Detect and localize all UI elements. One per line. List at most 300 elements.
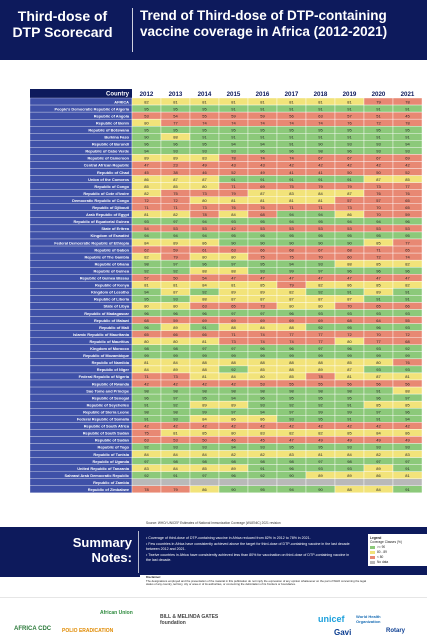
coverage-value: 93 xyxy=(376,444,381,450)
coverage-value: 66 xyxy=(173,331,178,337)
coverage-value: 95 xyxy=(289,395,294,401)
coverage-value: 92 xyxy=(405,346,410,351)
summary-title-line1: Summary xyxy=(72,535,132,550)
coverage-value: 79 xyxy=(347,183,352,189)
coverage-value: 74 xyxy=(202,120,207,126)
coverage-value: 99 xyxy=(289,268,294,274)
coverage-value: 56 xyxy=(347,381,352,387)
coverage-value: 42 xyxy=(231,423,236,429)
coverage-value: 91 xyxy=(289,106,294,112)
country-name: Republic of Zimbabwe xyxy=(87,487,129,492)
coverage-value: 96 xyxy=(376,395,381,401)
coverage-value: 83 xyxy=(144,465,149,471)
coverage-value: 76 xyxy=(260,205,265,210)
rotary-logo: Rotary xyxy=(386,628,406,634)
coverage-value: 88 xyxy=(289,367,294,373)
country-name: Kingdom of Eswatini xyxy=(90,233,129,239)
coverage-value: 84 xyxy=(144,240,149,246)
legend-subtitle: Coverage Classes (%) xyxy=(370,540,402,544)
coverage-value: 80 xyxy=(231,430,236,436)
coverage-value: 99 xyxy=(260,353,265,359)
country-name: Republic of Rwanda xyxy=(91,381,129,387)
coverage-value: 82 xyxy=(144,99,149,105)
coverage-value: 98 xyxy=(202,388,207,394)
coverage-value: 95 xyxy=(144,106,149,112)
coverage-value: 53 xyxy=(376,226,381,232)
coverage-value: 96 xyxy=(289,310,294,316)
coverage-value: 93 xyxy=(376,367,381,373)
coverage-value: 91 xyxy=(202,134,207,140)
coverage-value: 81 xyxy=(347,374,352,380)
coverage-value: 42 xyxy=(318,423,323,429)
year-header: 2017 xyxy=(284,91,299,98)
coverage-value: 84 xyxy=(202,282,207,288)
coverage-value: 81 xyxy=(231,282,236,288)
country-name: Republic of Kenya xyxy=(95,282,129,288)
coverage-value: 95 xyxy=(318,219,323,225)
coverage-value: 79 xyxy=(173,487,178,492)
legend-title: Legend xyxy=(370,536,382,540)
coverage-value: 81 xyxy=(202,374,207,380)
coverage-value: 91 xyxy=(347,176,352,182)
coverage-value: 90 xyxy=(144,134,149,140)
country-name: Sahrawi Arab Democratic Republic xyxy=(64,472,129,478)
coverage-value: 94 xyxy=(260,409,265,415)
coverage-value: 57 xyxy=(347,197,352,203)
coverage-value: 70 xyxy=(376,205,381,210)
coverage-value: 49 xyxy=(260,169,265,175)
chart-title-line2: vaccine coverage in Africa (2012-2021) xyxy=(140,24,388,39)
coverage-value: 42 xyxy=(405,423,410,429)
country-name: Republic of Niger xyxy=(96,367,129,373)
coverage-value: 55 xyxy=(318,381,323,387)
coverage-value: 85 xyxy=(347,360,352,366)
coverage-value: 49 xyxy=(202,162,207,168)
coverage-value: 96 xyxy=(405,268,410,274)
coverage-value: 93 xyxy=(318,310,323,316)
coverage-value: 99 xyxy=(144,353,149,359)
country-name: Sao Tome and Principe xyxy=(86,388,129,394)
coverage-value: 93 xyxy=(376,346,381,351)
coverage-value: 47 xyxy=(376,275,381,281)
coverage-value: 89 xyxy=(376,465,381,471)
coverage-value: 82 xyxy=(405,282,410,288)
coverage-value: 42 xyxy=(347,162,352,168)
coverage-value: 77 xyxy=(173,120,178,126)
coverage-value: 82 xyxy=(376,451,381,457)
coverage-value: 38 xyxy=(173,169,178,175)
coverage-value: 88 xyxy=(202,367,207,373)
country-name: Central African Republic xyxy=(83,162,129,168)
coverage-value: 93 xyxy=(405,444,410,450)
coverage-value: 85 xyxy=(376,402,381,408)
country-name: Republic of Mauritius xyxy=(89,338,129,344)
coverage-cell xyxy=(248,479,277,486)
coverage-value: 98 xyxy=(231,388,236,394)
coverage-value: 93 xyxy=(405,324,410,330)
country-name: Republic of Uganda xyxy=(92,458,129,464)
coverage-value: 76 xyxy=(347,120,352,126)
coverage-value: 42 xyxy=(144,423,149,429)
coverage-value: 91 xyxy=(376,416,381,422)
coverage-value: 87 xyxy=(318,296,323,302)
coverage-value: 56 xyxy=(376,381,381,387)
coverage-value: 98 xyxy=(260,388,265,394)
scorecard-title-line2: DTP Scorecard xyxy=(12,24,113,40)
coverage-value: 69 xyxy=(260,317,265,323)
coverage-value: 73 xyxy=(202,205,207,210)
coverage-value: 81 xyxy=(202,338,207,344)
coverage-value: 91 xyxy=(347,134,352,140)
coverage-value: 85 xyxy=(376,282,381,288)
coverage-value: 94 xyxy=(231,395,236,401)
coverage-value: 79 xyxy=(231,190,236,196)
coverage-value: 94 xyxy=(231,141,236,147)
year-header: 2015 xyxy=(226,91,241,98)
legend-item xyxy=(370,560,426,564)
coverage-value: 74 xyxy=(289,338,294,344)
legend-item xyxy=(370,550,426,554)
coverage-cell xyxy=(364,479,393,486)
legend-item xyxy=(370,545,426,549)
coverage-value: 47 xyxy=(231,275,236,281)
legend-label: < 80 xyxy=(377,555,384,559)
coverage-value: 43 xyxy=(231,162,236,168)
country-name: Republic of Angola xyxy=(93,113,129,119)
coverage-value: 62 xyxy=(144,247,149,253)
coverage-value: 94 xyxy=(144,289,149,295)
coverage-value: 91 xyxy=(405,465,410,471)
coverage-value: 46 xyxy=(231,437,236,443)
coverage-value: 80 xyxy=(173,338,178,344)
coverage-value: 93 xyxy=(405,148,410,154)
country-name: Union of the Comoros xyxy=(88,176,129,182)
coverage-value: 91 xyxy=(289,134,294,140)
coverage-value: 95 xyxy=(231,233,236,239)
coverage-value: 97 xyxy=(202,472,207,478)
coverage-value: 54 xyxy=(144,226,149,232)
coverage-value: 75 xyxy=(289,254,294,260)
coverage-value: 97 xyxy=(173,261,178,267)
coverage-value: 80 xyxy=(144,303,149,309)
coverage-value: 95 xyxy=(376,127,381,133)
coverage-value: 88 xyxy=(289,360,294,366)
coverage-value: 87 xyxy=(173,176,178,182)
coverage-value: 86 xyxy=(260,416,265,422)
coverage-value: 63 xyxy=(318,113,323,119)
coverage-value: 94 xyxy=(202,233,207,239)
coverage-value: 85 xyxy=(202,430,207,436)
coverage-value: 82 xyxy=(289,430,294,436)
country-name: Republic of Cameroon xyxy=(87,155,129,161)
country-name: Kingdom of Morocco xyxy=(90,346,129,351)
year-header: 2018 xyxy=(313,91,328,98)
coverage-value: 94 xyxy=(289,212,294,218)
coverage-value: 99 xyxy=(318,353,323,359)
coverage-value: 50 xyxy=(202,437,207,443)
country-name: Republic of Guinea Bissau xyxy=(79,275,129,281)
summary-list xyxy=(146,536,351,564)
coverage-value: 89 xyxy=(144,155,149,161)
coverage-value: 42 xyxy=(405,162,410,168)
coverage-value: 42 xyxy=(173,423,178,429)
coverage-value: 73 xyxy=(202,190,207,196)
summary-item-text: Few countries in Africa have consistently achieved above the target for third-dose of DTP-containing vaccine in the last decade between 2012 and 2021. xyxy=(146,542,350,551)
coverage-value: 45 xyxy=(260,437,265,443)
coverage-value: 60 xyxy=(347,254,352,260)
country-name: Republic of Cabo Verde xyxy=(85,148,129,154)
coverage-value: 77 xyxy=(289,331,294,337)
coverage-value: 94 xyxy=(202,219,207,225)
coverage-value: 88 xyxy=(347,261,352,267)
coverage-value: 47 xyxy=(289,437,294,443)
coverage-value: 91 xyxy=(260,176,265,182)
coverage-value: 98 xyxy=(347,458,352,464)
year-header: 2012 xyxy=(139,91,154,98)
coverage-value: 95 xyxy=(405,233,410,239)
coverage-value: 82 xyxy=(144,254,149,260)
coverage-value: 95 xyxy=(202,395,207,401)
coverage-value: 91 xyxy=(173,472,178,478)
coverage-value: 92 xyxy=(144,444,149,450)
coverage-value: 95 xyxy=(260,233,265,239)
coverage-value: 42 xyxy=(376,162,381,168)
coverage-value: 73 xyxy=(173,374,178,380)
disclaimer-text: The designations employed and the presentation of the material in this publication do not imply the expression of any opinion whatsoever on the part of WHO concerning the legal status of any country, territory, city or area or of its authorities, or concerning the delimitation of its frontiers or boundaries. xyxy=(146,578,366,587)
coverage-value: 93 xyxy=(260,444,265,450)
coverage-value: 94 xyxy=(289,487,294,492)
year-header: 2021 xyxy=(400,91,415,98)
coverage-value: 97 xyxy=(202,346,207,351)
coverage-value: 80 xyxy=(347,338,352,344)
coverage-value: 75 xyxy=(289,183,294,189)
coverage-value: 41 xyxy=(318,169,323,175)
coverage-value: 71 xyxy=(144,374,149,380)
coverage-value: 82 xyxy=(318,282,323,288)
coverage-value: 96 xyxy=(289,346,294,351)
coverage-value: 50 xyxy=(347,169,352,175)
country-name: Federal Republic of Somalia xyxy=(76,416,129,422)
coverage-value: 98 xyxy=(173,346,178,351)
coverage-value: 94 xyxy=(318,212,323,218)
coverage-value: 95 xyxy=(347,395,352,401)
coverage-value: 65 xyxy=(405,247,410,253)
coverage-value: 95 xyxy=(318,416,323,422)
legend xyxy=(368,534,428,566)
coverage-value: 47 xyxy=(347,275,352,281)
coverage-value: 70 xyxy=(376,212,381,218)
coverage-value: 84 xyxy=(173,465,178,471)
country-name: State of Libya xyxy=(103,303,129,309)
coverage-value: 54 xyxy=(173,113,178,119)
coverage-value: 80 xyxy=(144,120,149,126)
country-name: Republic of Equatorial Guinea xyxy=(73,219,129,225)
coverage-value: 77 xyxy=(376,338,381,344)
coverage-value: 53 xyxy=(260,226,265,232)
coverage-value: 92 xyxy=(202,289,207,295)
coverage-value: 86 xyxy=(347,212,352,218)
coverage-value: 97 xyxy=(318,268,323,274)
coverage-value: 85 xyxy=(405,176,410,182)
coverage-value: 78 xyxy=(405,120,410,126)
coverage-value: 47 xyxy=(405,275,410,281)
disclaimer-title: Disclaimer: xyxy=(146,575,162,579)
coverage-value: 99 xyxy=(376,353,381,359)
coverage-value: 98 xyxy=(173,458,178,464)
coverage-value: 83 xyxy=(260,430,265,436)
coverage-value: 93 xyxy=(347,465,352,471)
coverage-value: 42 xyxy=(231,226,236,232)
coverage-value: 56 xyxy=(405,381,410,387)
coverage-value: 97 xyxy=(173,219,178,225)
coverage-value: 93 xyxy=(173,444,178,450)
coverage-value: 52 xyxy=(405,169,410,175)
coverage-value: 95 xyxy=(318,127,323,133)
coverage-value: 94 xyxy=(347,219,352,225)
coverage-value: 96 xyxy=(202,310,207,316)
coverage-value: 75 xyxy=(173,190,178,196)
country-name: Burkina Faso xyxy=(104,134,129,140)
coverage-value: 93 xyxy=(347,444,352,450)
coverage-value: 87 xyxy=(376,176,381,182)
african-union-logo: African Union xyxy=(100,610,133,616)
coverage-value: 71 xyxy=(173,205,178,210)
coverage-value: 77 xyxy=(318,338,323,344)
coverage-value: 97 xyxy=(231,261,236,267)
coverage-value: 98 xyxy=(144,346,149,351)
coverage-value: 85 xyxy=(260,367,265,373)
year-header: 2019 xyxy=(342,91,357,98)
country-name: Republic of Chad xyxy=(97,169,129,175)
header-divider xyxy=(132,8,133,52)
coverage-value: 81 xyxy=(231,99,236,105)
coverage-value: 86 xyxy=(202,240,207,246)
coverage-value: 94 xyxy=(260,141,265,147)
coverage-cell xyxy=(132,479,161,486)
coverage-value: 71 xyxy=(289,205,294,210)
coverage-value: 78 xyxy=(318,374,323,380)
coverage-value: 53 xyxy=(318,226,323,232)
year-header: 2014 xyxy=(197,91,212,98)
coverage-value: 86 xyxy=(405,430,410,436)
coverage-value: 96 xyxy=(260,346,265,351)
coverage-value: 93 xyxy=(376,310,381,316)
coverage-value: 55 xyxy=(202,113,207,119)
coverage-value: 74 xyxy=(405,254,410,260)
coverage-value: 95 xyxy=(289,444,294,450)
coverage-value: 79 xyxy=(289,282,294,288)
coverage-value: 87 xyxy=(376,374,381,380)
coverage-value: 49 xyxy=(347,437,352,443)
coverage-value: 89 xyxy=(376,289,381,295)
coverage-value: 83 xyxy=(289,451,294,457)
coverage-value: 77 xyxy=(405,183,410,189)
summary-item-text: Coverage of third-dose of DTP-containing vaccine in Africa reduced from 82% in 2012 to 78% in 2021. xyxy=(148,536,311,540)
coverage-value: 96 xyxy=(260,395,265,401)
country-name: Republic of Benin xyxy=(95,120,129,126)
country-name: State of Eritrea xyxy=(101,226,129,232)
coverage-value: 74 xyxy=(260,338,265,344)
country-name: Federal Republic of Nigeria xyxy=(78,374,129,380)
coverage-value: 91 xyxy=(376,134,381,140)
gates-foundation-logo: BILL & MELINDA GATES foundation xyxy=(160,614,219,626)
coverage-value: 84 xyxy=(144,451,149,457)
coverage-value: 95 xyxy=(318,395,323,401)
coverage-cell xyxy=(219,479,248,486)
coverage-value: 90 xyxy=(231,487,236,492)
legend-swatch-yellow xyxy=(370,551,375,554)
coverage-value: 50 xyxy=(376,169,381,175)
coverage-cell xyxy=(161,479,190,486)
coverage-value: 93 xyxy=(289,416,294,422)
coverage-value: 96 xyxy=(347,346,352,351)
coverage-value: 47 xyxy=(289,275,294,281)
coverage-value: 69 xyxy=(260,183,265,189)
coverage-value: 92 xyxy=(289,402,294,408)
coverage-value: 81 xyxy=(289,99,294,105)
legend-swatch-green xyxy=(370,546,375,549)
coverage-value: 91 xyxy=(376,106,381,112)
coverage-value: 91 xyxy=(405,134,410,140)
coverage-value: 81 xyxy=(144,360,149,366)
coverage-value: 79 xyxy=(376,99,381,105)
coverage-value: 90 xyxy=(289,240,294,246)
coverage-value: 80 xyxy=(318,303,323,309)
coverage-value: 85 xyxy=(376,261,381,267)
coverage-value: 82 xyxy=(260,451,265,457)
coverage-value: 91 xyxy=(144,402,149,408)
coverage-value: 91 xyxy=(405,296,410,302)
coverage-value: 95 xyxy=(289,127,294,133)
coverage-value: 80 xyxy=(231,254,236,260)
coverage-value: 71 xyxy=(144,205,149,210)
coverage-cell xyxy=(393,479,422,486)
country-name: Kingdom of Lesotho xyxy=(91,289,129,295)
coverage-value: 86 xyxy=(231,416,236,422)
country-name: Islamic Republic of Mauritania xyxy=(73,331,129,337)
coverage-value: 89 xyxy=(202,402,207,408)
coverage-value: 61 xyxy=(202,247,207,253)
coverage-value: 79 xyxy=(173,254,178,260)
coverage-value: 57 xyxy=(144,275,149,281)
coverage-value: 92 xyxy=(318,324,323,330)
country-name: Republic of Mali xyxy=(99,324,129,330)
legend-label: No data xyxy=(377,560,389,564)
coverage-value: 89 xyxy=(173,240,178,246)
coverage-value: 49 xyxy=(318,437,323,443)
coverage-value: 80 xyxy=(202,197,207,203)
coverage-value: 74 xyxy=(260,120,265,126)
country-name: Republic of Gabon xyxy=(94,247,129,253)
coverage-value: 93 xyxy=(173,148,178,154)
coverage-value: 55 xyxy=(405,317,410,323)
coverage-value: 71 xyxy=(231,183,236,189)
coverage-value: 98 xyxy=(289,388,294,394)
coverage-value: 95 xyxy=(231,127,236,133)
coverage-value: 67 xyxy=(318,155,323,161)
coverage-value: 90 xyxy=(231,240,236,246)
coverage-value: 89 xyxy=(231,465,236,471)
chart-title-line1: Trend of Third-dose of DTP-containing xyxy=(140,8,387,23)
country-name: People's Democratic Republic of Algeria xyxy=(54,106,129,112)
coverage-value: 93 xyxy=(231,148,236,154)
legend-label: >= 90 xyxy=(377,545,386,549)
coverage-value: 74 xyxy=(260,331,265,337)
coverage-value: 69 xyxy=(231,317,236,323)
gavi-logo: Gavi xyxy=(334,628,352,637)
coverage-value: 91 xyxy=(347,106,352,112)
coverage-table xyxy=(30,89,415,524)
